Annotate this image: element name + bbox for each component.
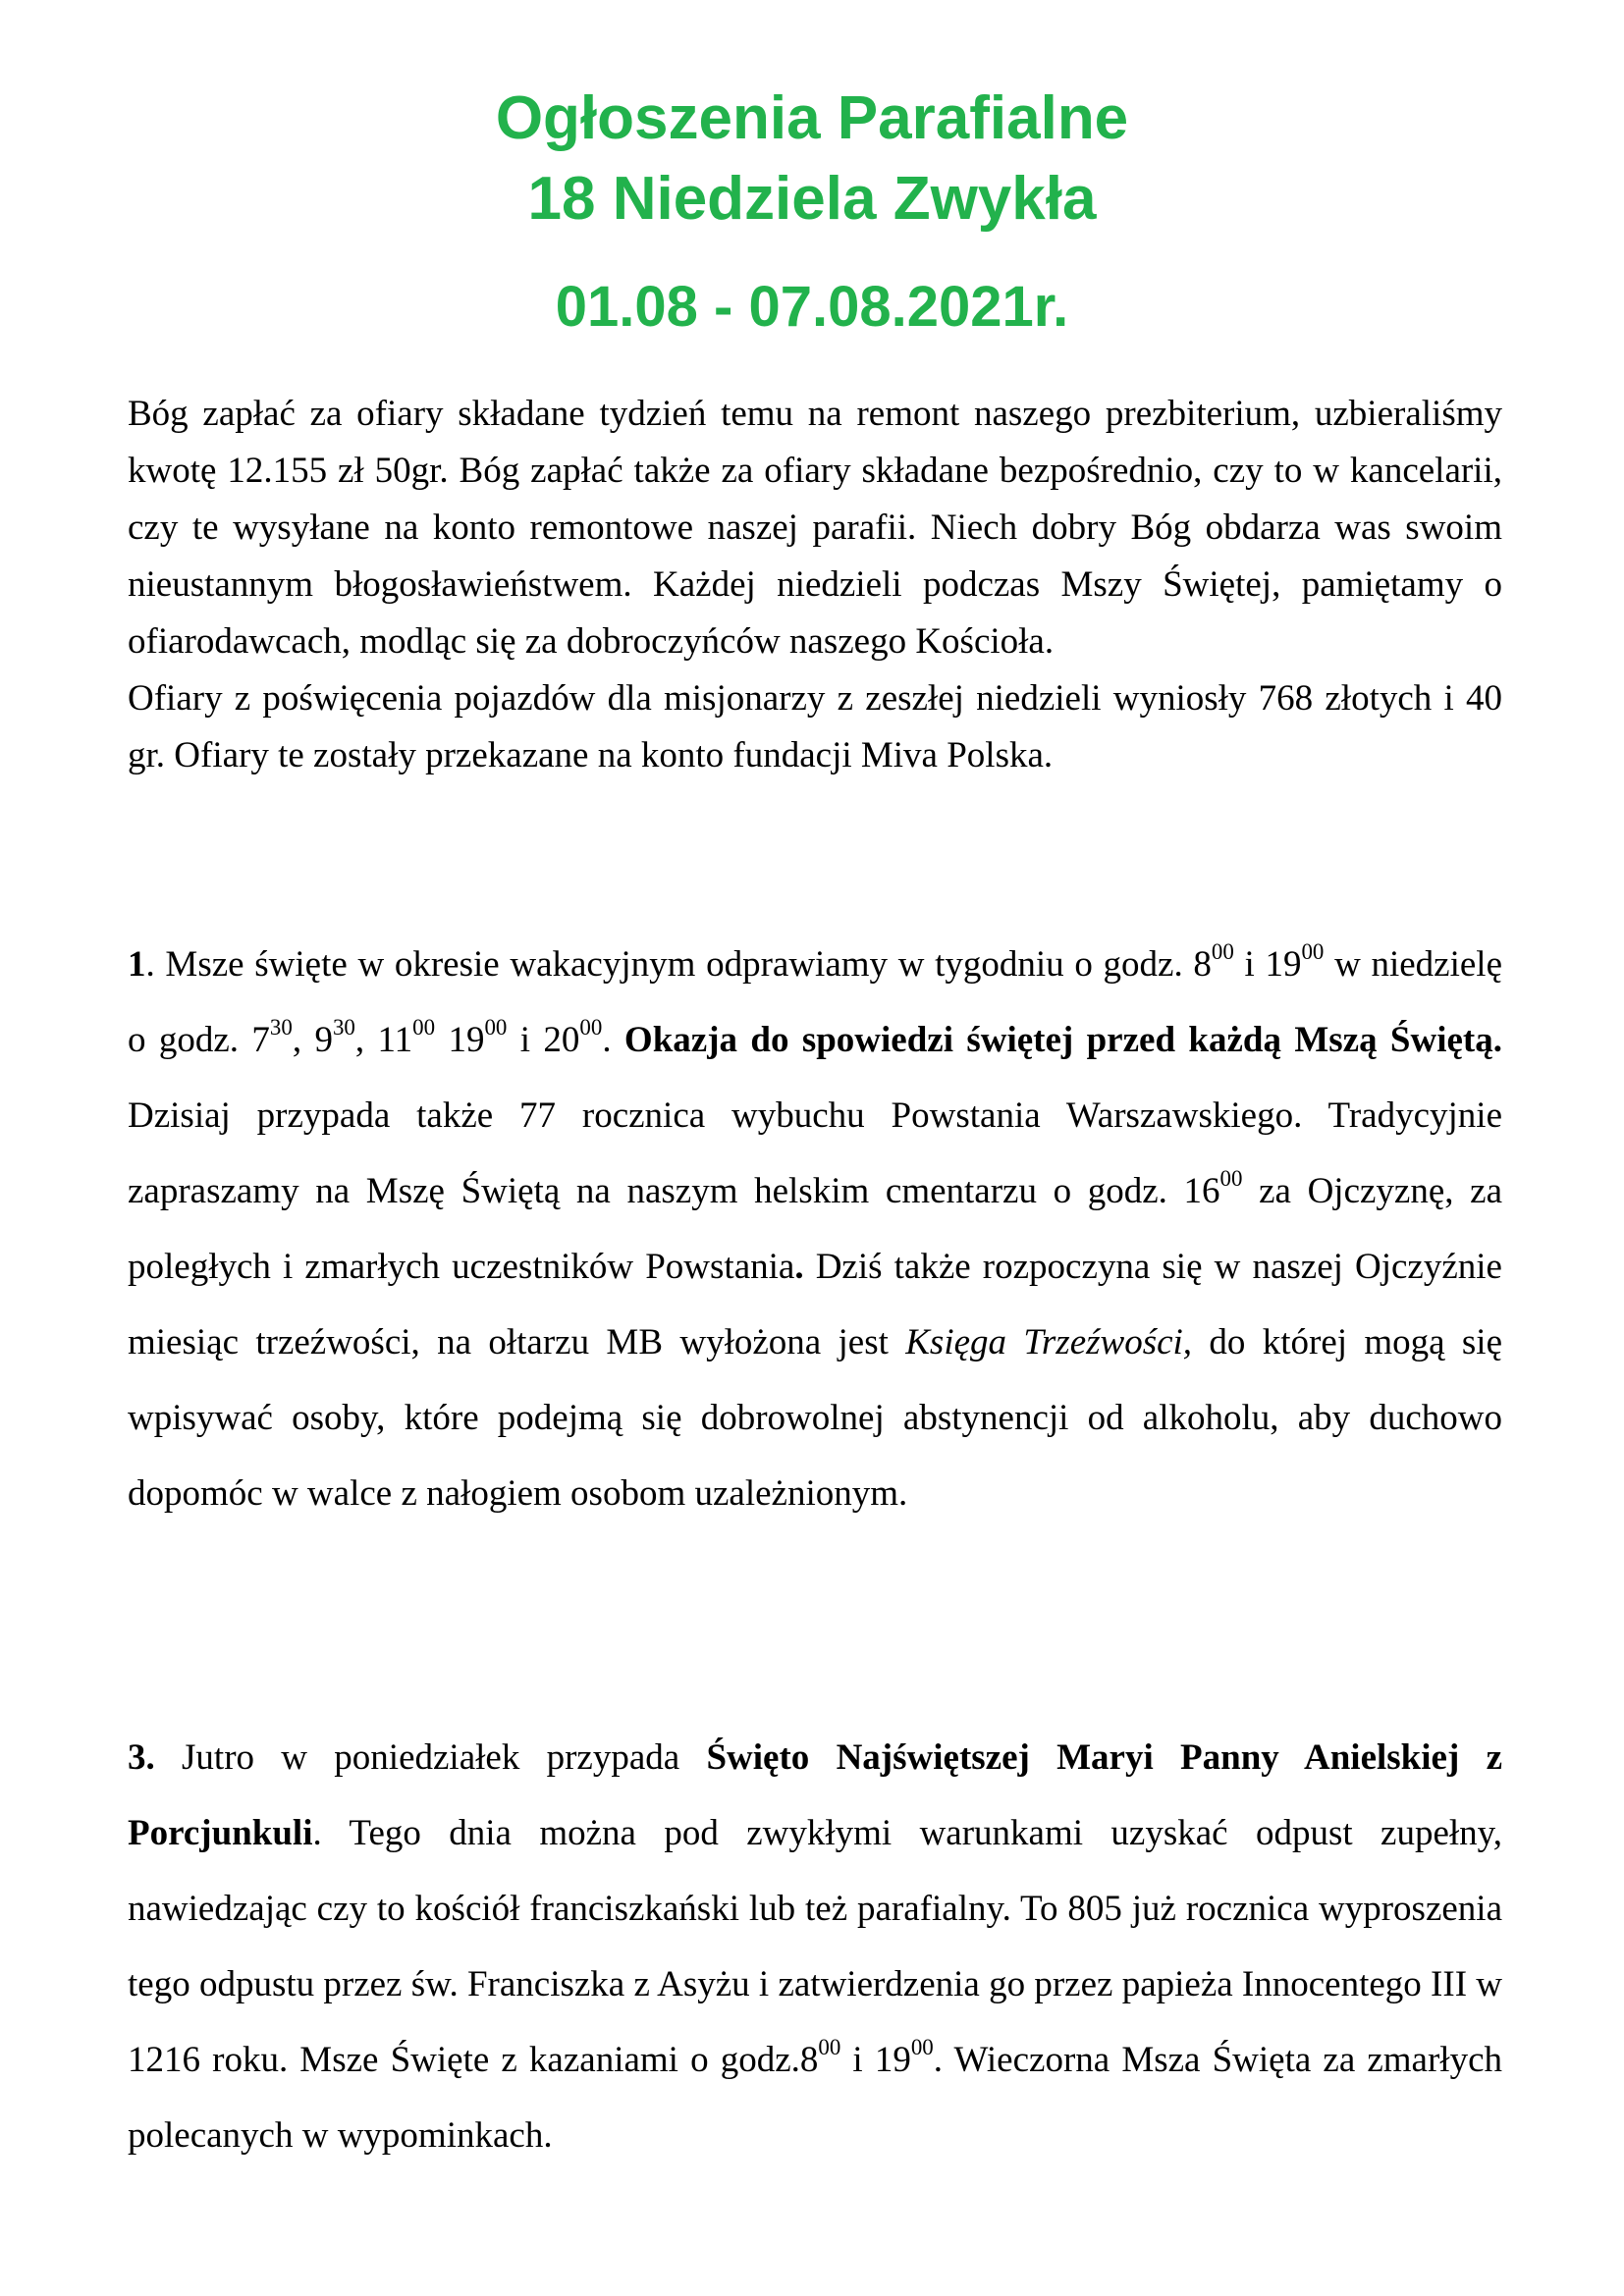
text-run: 19	[435, 1020, 485, 1060]
text-run: Dziś także rozpoczyna się w naszej Ojczyźnie miesiąc trzeźwości, na ołtarzu MB wyłożona jest	[128, 1247, 1502, 1362]
bold-period: .	[794, 1247, 804, 1287]
announcement-1-text	[128, 927, 1502, 1531]
text-run: za Ojczyznę, za poległych i zmarłych uczestników Powstania	[128, 1171, 1502, 1287]
text-run: i 19	[1233, 944, 1302, 985]
time-minutes: 00	[1301, 938, 1325, 964]
confession-notice: Okazja do spowiedzi świętej przed każdą Mszą Świętą.	[623, 1020, 1502, 1060]
text-run: . Tego dnia można pod zwykłymi warunkami uzyskać odpust zupełny, nawiedzając czy to kościół franciszkański lub też parafialny. To 805 już rocznica wyproszenia tego odpustu przez św. Franciszka z Asyżu i zatwierdzenia go przez papieża Innocentego III w 1216 roku. Msze Święte z kazaniami o godz.8	[128, 1813, 1502, 2080]
announcement-3-text	[128, 1720, 1502, 2173]
text-run: i 19	[840, 2040, 911, 2080]
announcement-3	[128, 1720, 1502, 2173]
announcement-number: 3.	[128, 1737, 155, 1778]
text-run: i 20	[507, 1020, 580, 1060]
announcement-1	[128, 927, 1502, 1531]
text-run: w niedzielę o godz. 7	[128, 944, 1502, 1060]
text-run: Jutro w poniedziałek przypada	[154, 1737, 707, 1778]
intro-paragraph-1: Bóg zapłać za ofiary składane tydzień temu na remont naszego prezbiterium, uzbieraliśmy kwotę 12.155 zł 50gr. Bóg zapłać także za ofiary składane bezpośrednio, czy to w kancelarii, czy te wysyłane na konto remontowe naszej parafii. Niech dobry Bóg obdarza was swoim nieustannym błogosławieństwem. Każdej niedzieli podczas Mszy Świętej, pamiętamy o ofiarodawcach, modląc się za dobroczyńców naszego Kościoła.	[128, 394, 1502, 662]
time-minutes: 00	[818, 2034, 841, 2059]
page-header	[0, 79, 1624, 342]
page-title-line-2: 18 Niedziela Zwykła	[527, 165, 1097, 233]
time-minutes: 30	[332, 1014, 355, 1040]
intro-section	[128, 386, 1502, 784]
time-minutes: 00	[910, 2034, 934, 2059]
time-minutes: 00	[484, 1014, 508, 1040]
page-title-line-1: Ogłoszenia Parafialne	[495, 84, 1129, 152]
time-minutes: 00	[579, 1014, 603, 1040]
time-minutes: 30	[269, 1014, 293, 1040]
announcement-number: 1	[128, 944, 146, 985]
date-range: 01.08 - 07.08.2021r.	[555, 275, 1069, 339]
feast-name: Święto Najświętszej Maryi Panny Anielskiej z Porcjunkuli	[128, 1737, 1502, 1853]
text-run: do której mogą się wpisywać osoby, które podejmą się dobrowolnej abstynencji od alkoholu, aby duchowo dopomóc w walce z nałogiem osobom uzależnionym.	[128, 1322, 1503, 1514]
text-run: , 9	[292, 1020, 333, 1060]
text-run: . Msze święte w okresie wakacyjnym odprawiamy w tygodniu o godz. 8	[145, 944, 1212, 985]
text-run: Dzisiaj przypada także 77 rocznica wybuchu Powstania Warszawskiego. Tradycyjnie zapraszamy na Mszę Świętą na naszym helskim cmentarzu o godz. 16	[128, 1095, 1502, 1211]
text-run: .	[602, 1020, 624, 1060]
intro-paragraph-2: Ofiary z poświęcenia pojazdów dla misjonarzy z zeszłej niedzieli wyniosły 768 złotych i 40 gr. Ofiary te zostały przekazane na konto fundacji Miva Polska.	[128, 678, 1502, 775]
book-title: Księga Trzeźwości,	[905, 1322, 1193, 1362]
text-run: . Wieczorna Msza Święta za zmarłych polecanych w wypominkach.	[128, 2040, 1503, 2156]
text-run: , 11	[354, 1020, 413, 1060]
time-minutes: 00	[412, 1014, 436, 1040]
time-minutes: 00	[1211, 938, 1234, 964]
time-minutes: 00	[1219, 1165, 1243, 1191]
